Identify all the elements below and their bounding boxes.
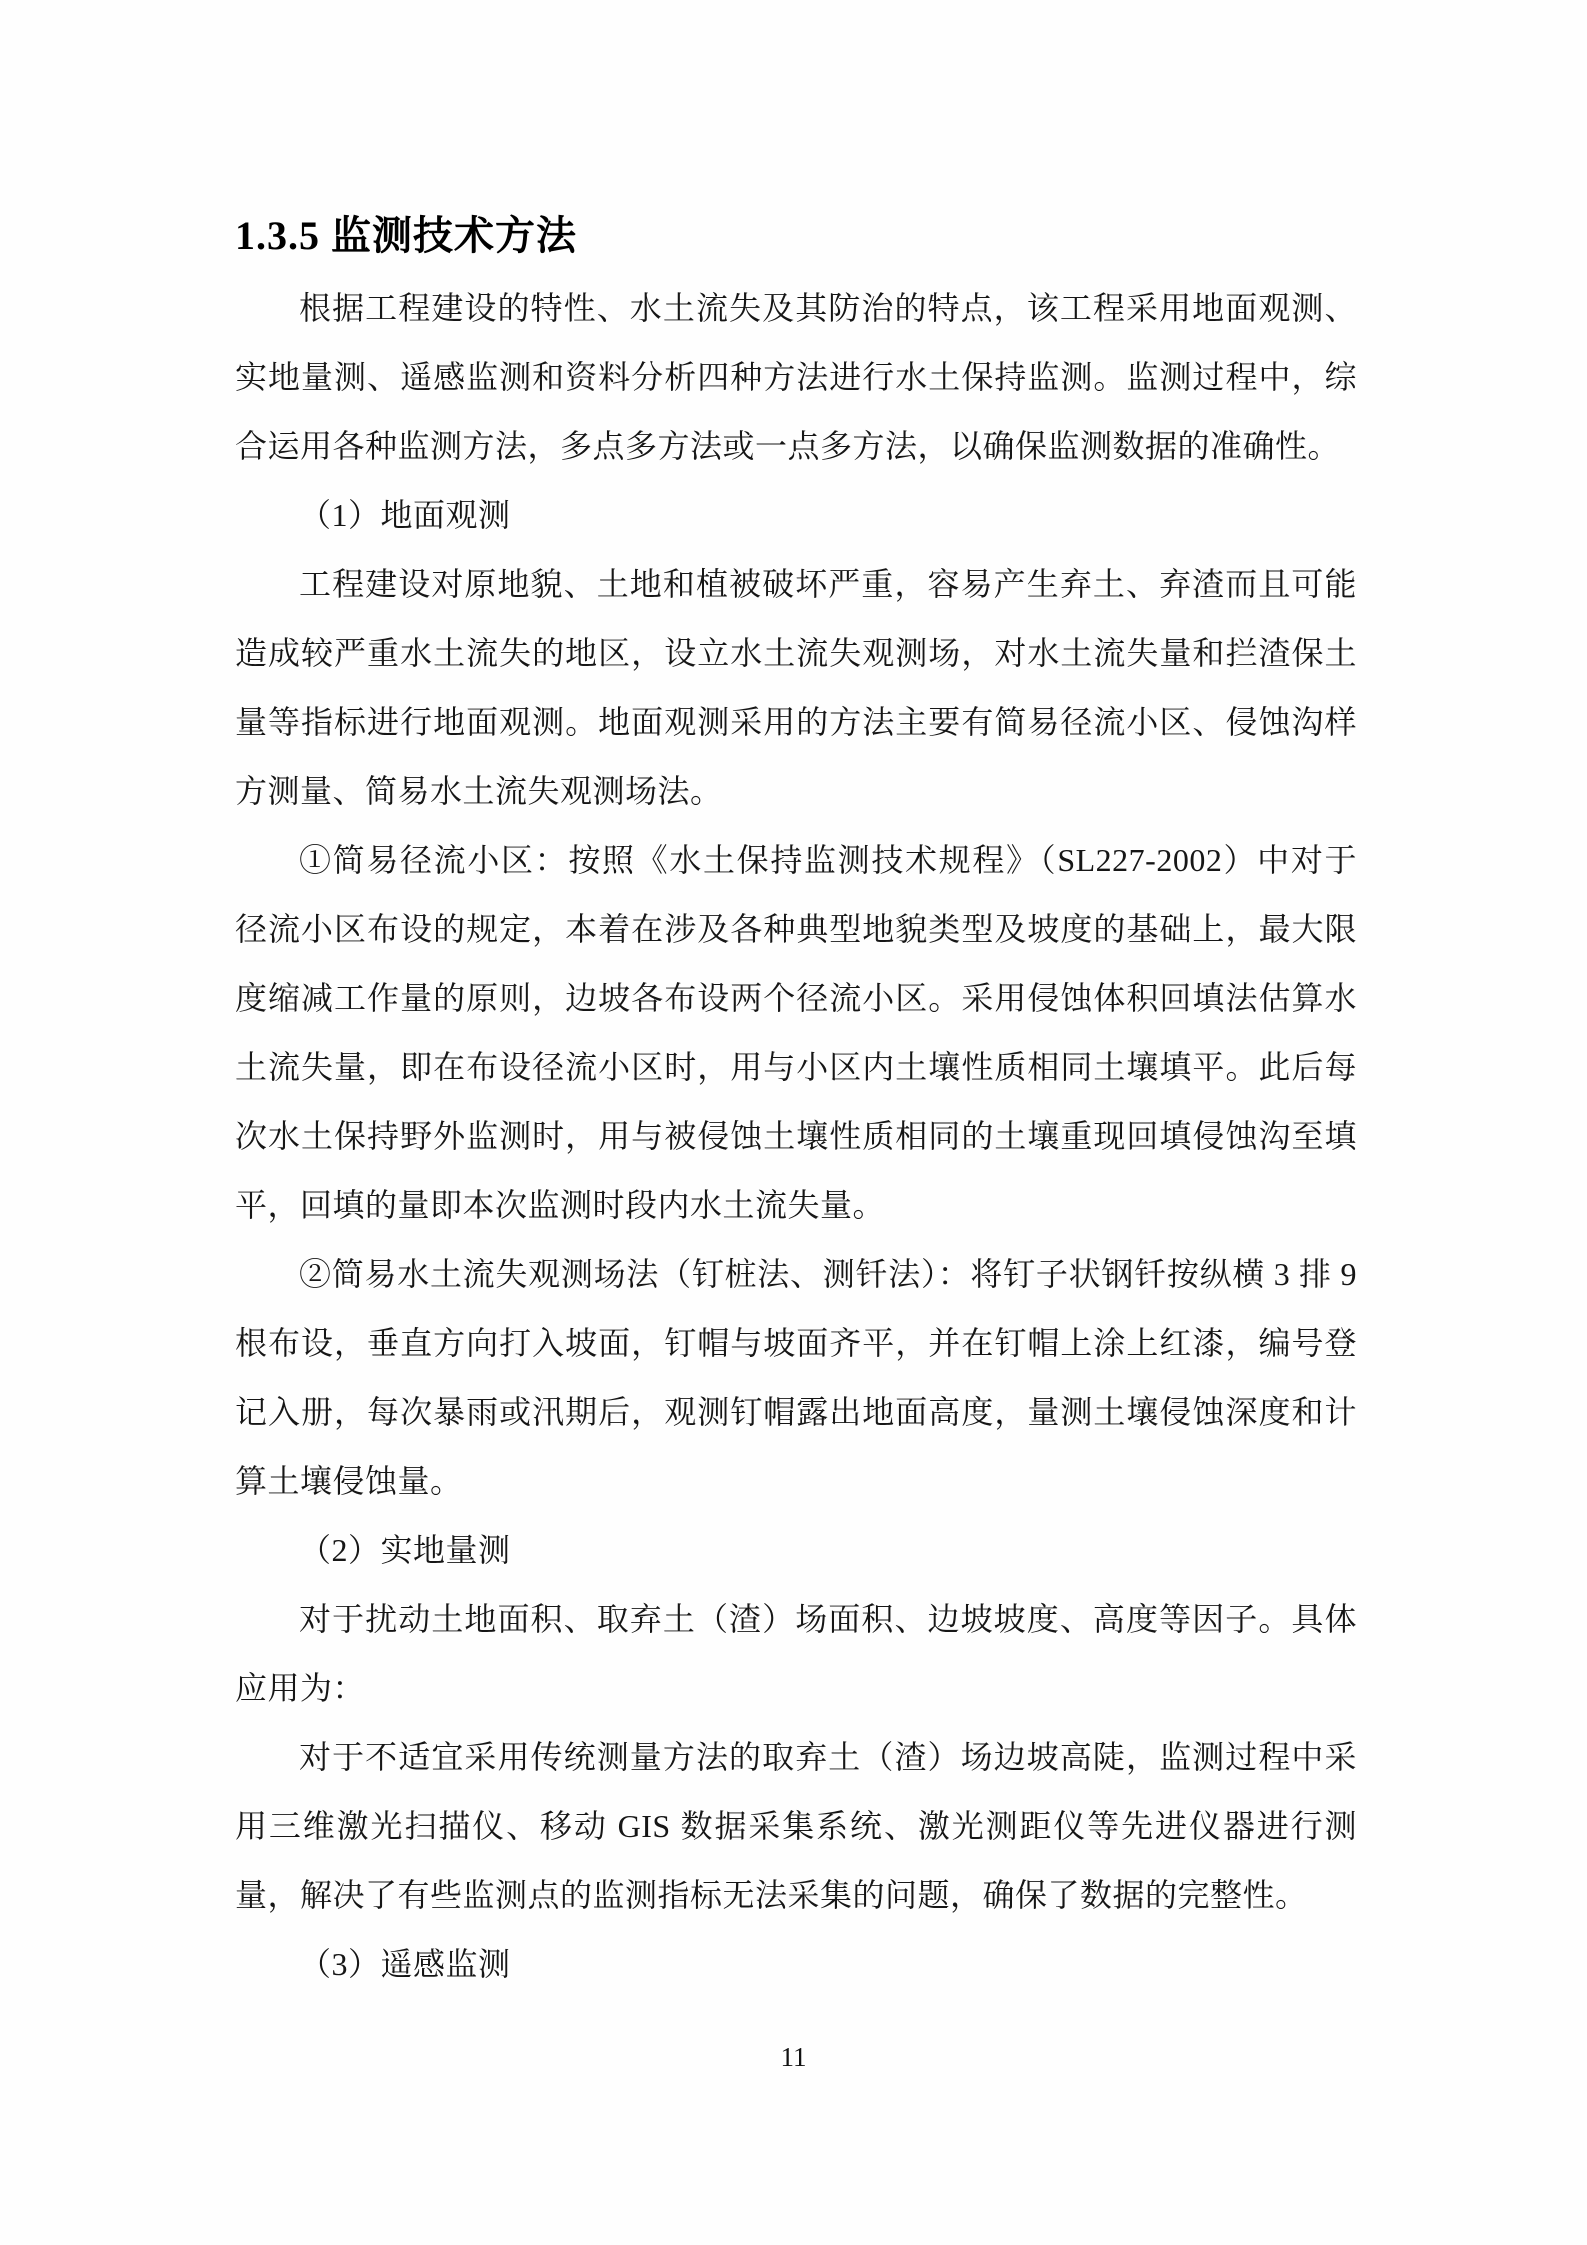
paragraph-methods-overview: 根据工程建设的特性、水土流失及其防治的特点，该工程采用地面观测、实地量测、遥感监测和资料分析四种方法进行水土保持监测。监测过程中，综合运用各种监测方法，多点多方法或一点多方法，以确保监测数据的准确性。 [235,290,1357,464]
paragraph-stake-pin-method: ②简易水土流失观测场法（钉桩法、测钎法）：将钉子状钢钎按纵横 3 排 9 根布设，垂直方向打入坡面，钉帽与坡面齐平，并在钉帽上涂上红漆，编号登记入册，每次暴雨或汛期后，观测钉帽露出地面高度，量测土壤侵蚀深度和计算土壤侵蚀量。 [235,1256,1357,1499]
paragraph-ground-observation: 工程建设对原地貌、土地和植被破坏严重，容易产生弃土、弃渣而且可能造成较严重水土流失的地区，设立水土流失观测场，对水土流失量和拦渣保土量等指标进行地面观测。地面观测采用的方法主要有简易径流小区、侵蚀沟样方测量、简易水土流失观测场法。 [235,566,1357,809]
section-title: 1.3.5 监测技术方法 [235,213,577,258]
paragraph-runoff-plot: ①简易径流小区：按照《水土保持监测技术规程》（SL227-2002）中对于径流小区布设的规定，本着在涉及各种典型地貌类型及坡度的基础上，最大限度缩减工作量的原则，边坡各布设两个径流小区。采用侵蚀体积回填法估算水土流失量，即在布设径流小区时，用与小区内土壤性质相同土壤填平。此后每次水土保持野外监测时，用与被侵蚀土壤性质相同的土壤重现回填侵蚀沟至填平，回填的量即本次监测时段内水土流失量。 [235,842,1357,1223]
page-number: 11 [780,2042,807,2072]
subheading-remote-sensing: （3）遥感监测 [299,1946,511,1982]
text-block [235,204,1357,1999]
subheading-ground-observation: （1）地面观测 [299,497,511,533]
subheading-field-measurement: （2）实地量测 [299,1532,511,1568]
paragraph-advanced-instruments: 对于不适宜采用传统测量方法的取弃土（渣）场边坡高陡，监测过程中采用三维激光扫描仪、移动 GIS 数据采集系统、激光测距仪等先进仪器进行测量，解决了有些监测点的监测指标无法采集的问题，确保了数据的完整性。 [235,1739,1357,1913]
paragraph-field-factors: 对于扰动土地面积、取弃土（渣）场面积、边坡坡度、高度等因子。具体应用为： [235,1601,1357,1706]
